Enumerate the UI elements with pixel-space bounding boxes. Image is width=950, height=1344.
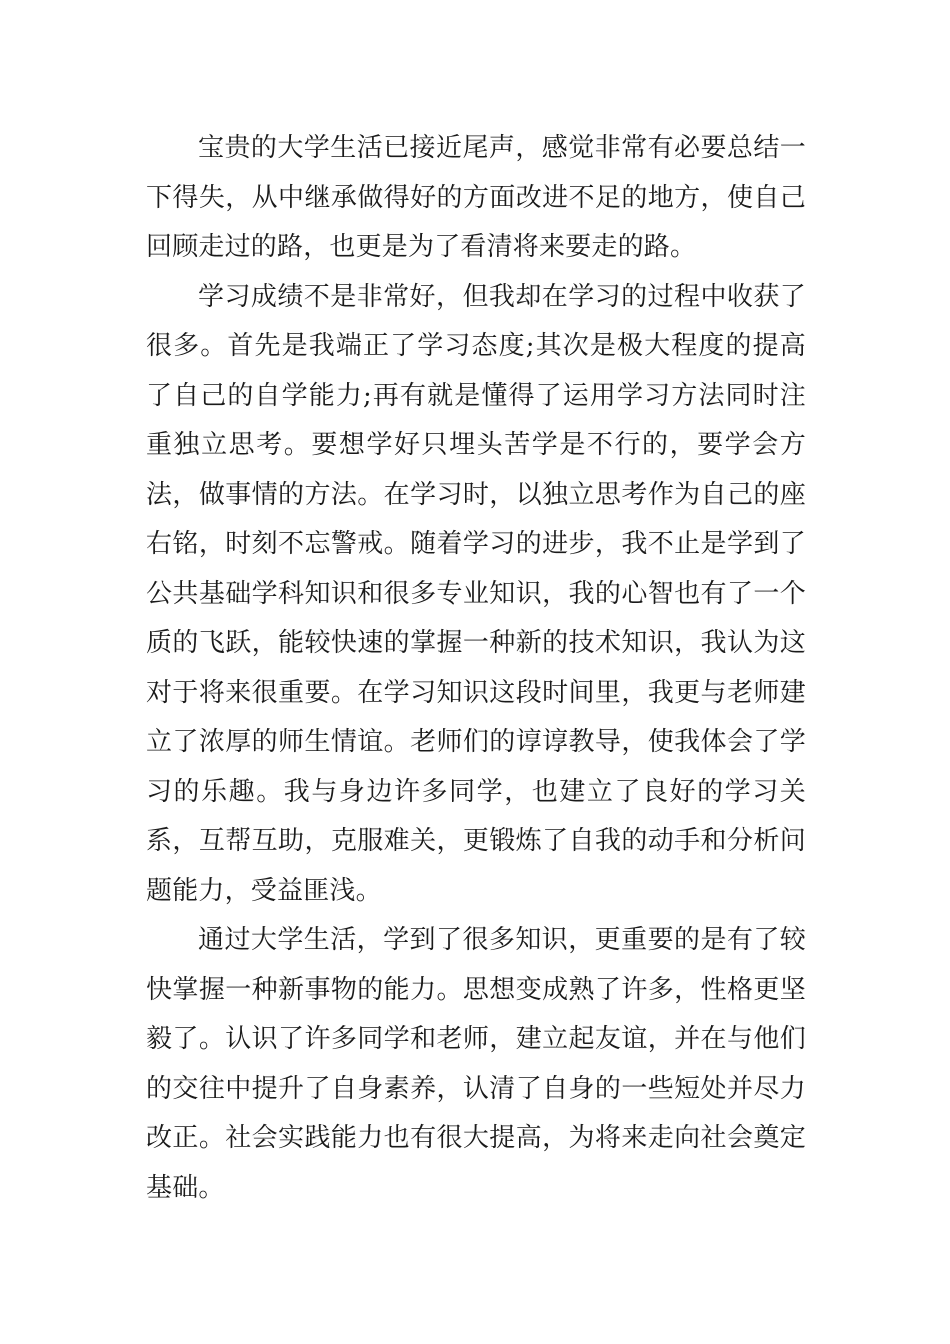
paragraph-intro: 宝贵的大学生活已接近尾声，感觉非常有必要总结一下得失，从中继承做得好的方面改进不足的地方，使自己回顾走过的路，也更是为了看清将来要走的路。 [146,133,806,262]
document-body [146,124,806,1213]
paragraph-study: 学习成绩不是非常好，但我却在学习的过程中收获了很多。首先是我端正了学习态度;其次是极大程度的提高了自己的自学能力;再有就是懂得了运用学习方法同时注重独立思考。要想学好只埋头苦学是不行的，要学会方法，做事情的方法。在学习时，以独立思考作为自己的座右铭，时刻不忘警戒。随着学习的进步，我不止是学到了公共基础学科知识和很多专业知识，我的心智也有了一个质的飞跃，能较快速的掌握一种新的技术知识，我认为这对于将来很重要。在学习知识这段时间里，我更与老师建立了浓厚的师生情谊。老师们的谆谆教导，使我体会了学习的乐趣。我与身边许多同学，也建立了良好的学习关系，互帮互助，克服难关，更锻炼了自我的动手和分析问题能力，受益匪浅。 [146,281,806,906]
paragraph-growth: 通过大学生活，学到了很多知识，更重要的是有了较快掌握一种新事物的能力。思想变成熟了许多，性格更坚毅了。认识了许多同学和老师，建立起友谊，并在与他们的交往中提升了自身素养，认清了自身的一些短处并尽力改正。社会实践能力也有很大提高，为将来走向社会奠定基础。 [146,925,806,1203]
